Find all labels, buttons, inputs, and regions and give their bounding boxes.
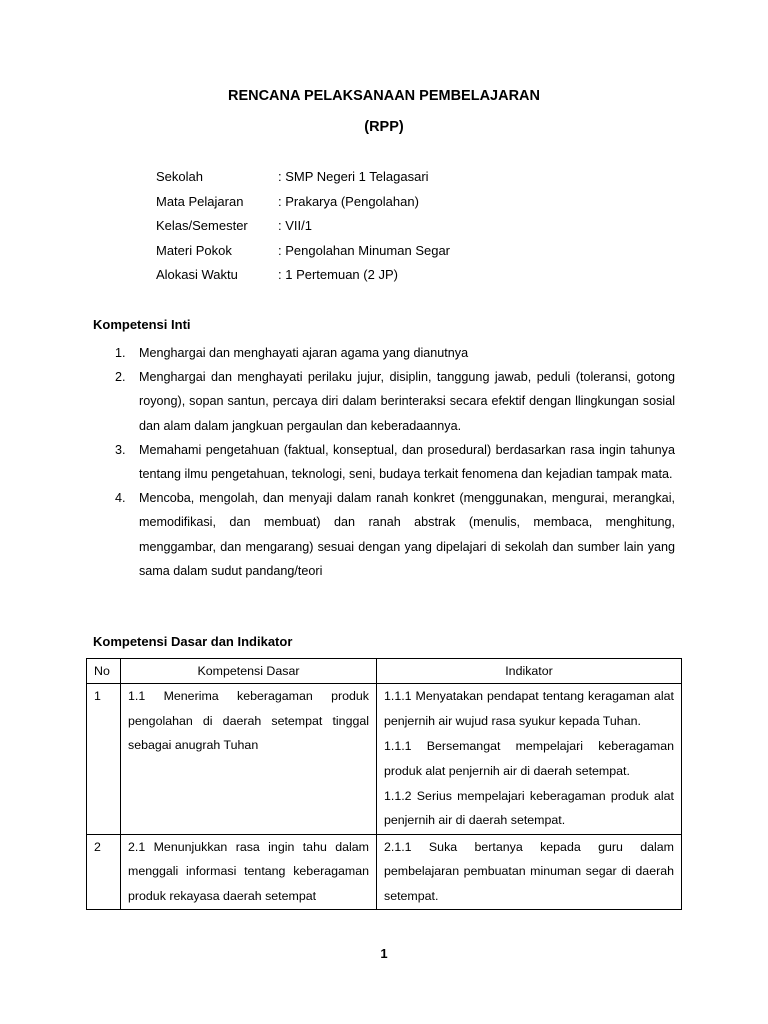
row-number: 1	[87, 684, 121, 834]
identitas-row	[156, 267, 450, 292]
kompetensi-dasar-cell: 1.1 Menerima keberagaman produk pengolahan di daerah setempat tinggal sebagai anugrah Tuhan	[121, 684, 377, 834]
identitas-label: Mata Pelajaran	[156, 193, 244, 209]
table-row	[87, 834, 682, 909]
list-item-number: 2.	[115, 370, 126, 385]
identitas-row	[156, 218, 450, 243]
kompetensi-dasar-heading: Kompetensi Dasar dan Indikator	[93, 634, 293, 649]
list-item	[93, 486, 675, 583]
page-number: 1	[380, 946, 388, 961]
identitas-row	[156, 194, 450, 219]
list-item-number: 4.	[115, 491, 126, 506]
indikator-item: 2.1.1 Suka bertanya kepada guru dalam pembelajaran pembuatan minuman segar di daerah setempat.	[384, 839, 674, 903]
list-item	[93, 438, 675, 486]
indikator-item: 1.1.1 Menyatakan pendapat tentang keragaman alat penjernih air wujud rasa syukur kepada Tuhan.	[384, 689, 674, 728]
identitas-label: Materi Pokok	[156, 242, 232, 258]
indikator-cell	[377, 684, 682, 834]
list-item	[93, 341, 675, 365]
list-item-number: 1.	[115, 346, 126, 360]
identitas-row	[156, 243, 450, 268]
indikator-item: 1.1.2 Serius mempelajari keberagaman produk alat penjernih air di daerah setempat.	[384, 789, 674, 828]
list-item-text: Memahami pengetahuan (faktual, konseptual, dan prosedural) berdasarkan rasa ingin tahunya tentang ilmu pengetahuan, teknologi, seni, budaya terkait fenomena dan kejadian tampak mata.	[139, 442, 675, 482]
list-item	[93, 365, 675, 438]
table-header-row	[87, 659, 682, 684]
column-header-indikator: Indikator	[377, 659, 682, 684]
kompetensi-inti-list	[93, 341, 675, 583]
identitas-value: : VII/1	[278, 218, 312, 233]
document-subtitle: (RPP)	[364, 119, 404, 135]
identitas-value: : Pengolahan Minuman Segar	[278, 242, 451, 258]
document-title: RENCANA PELAKSANAAN PEMBELAJARAN	[227, 88, 541, 104]
column-header-no: No	[87, 659, 121, 684]
list-item-text: Menghargai dan menghayati perilaku jujur, disiplin, tanggung jawab, peduli (toleransi, gotong royong), sopan santun, percaya diri dalam berinteraksi secara efektif dengan llingkungan sosial dan alam dalam jangkuan pergaulan dan keberadaannya.	[139, 370, 675, 433]
indikator-item: 1.1.1 Bersemangat mempelajari keberagaman produk alat penjernih air di daerah setempat.	[384, 739, 674, 778]
identitas-value: : SMP Negeri 1 Telagasari	[278, 169, 429, 184]
identitas-label: Alokasi Waktu	[156, 267, 238, 282]
kompetensi-dasar-table	[86, 658, 682, 910]
list-item-text: Mencoba, mengolah, dan menyaji dalam ranah konkret (menggunakan, mengurai, merangkai, memodifikasi, dan membuat) dan ranah abstrak (menulis, membaca, menghitung, menggambar, dan mengarang) sesuai dengan yang dipelajari di sekolah dan sumber lain yang sama dalam sudut pandang/teori	[139, 491, 675, 578]
identitas-label: Sekolah	[156, 169, 203, 184]
row-number: 2	[87, 834, 121, 909]
identitas-label: Kelas/Semester	[156, 218, 248, 233]
kompetensi-dasar-cell: 2.1 Menunjukkan rasa ingin tahu dalam menggali informasi tentang keberagaman produk rekayasa daerah setempat	[121, 834, 377, 909]
table-row	[87, 684, 682, 834]
column-header-kompetensi-dasar: Kompetensi Dasar	[121, 659, 377, 684]
indikator-cell	[377, 834, 682, 909]
kompetensi-inti-heading: Kompetensi Inti	[93, 317, 191, 332]
identitas-row	[156, 169, 450, 194]
list-item-text: Menghargai dan menghayati ajaran agama yang dianutnya	[139, 346, 469, 360]
identitas-value: : Prakarya (Pengolahan)	[278, 193, 419, 209]
identitas-value: : 1 Pertemuan (2 JP)	[278, 267, 398, 282]
identitas-block	[156, 169, 450, 292]
list-item-number: 3.	[115, 442, 126, 457]
